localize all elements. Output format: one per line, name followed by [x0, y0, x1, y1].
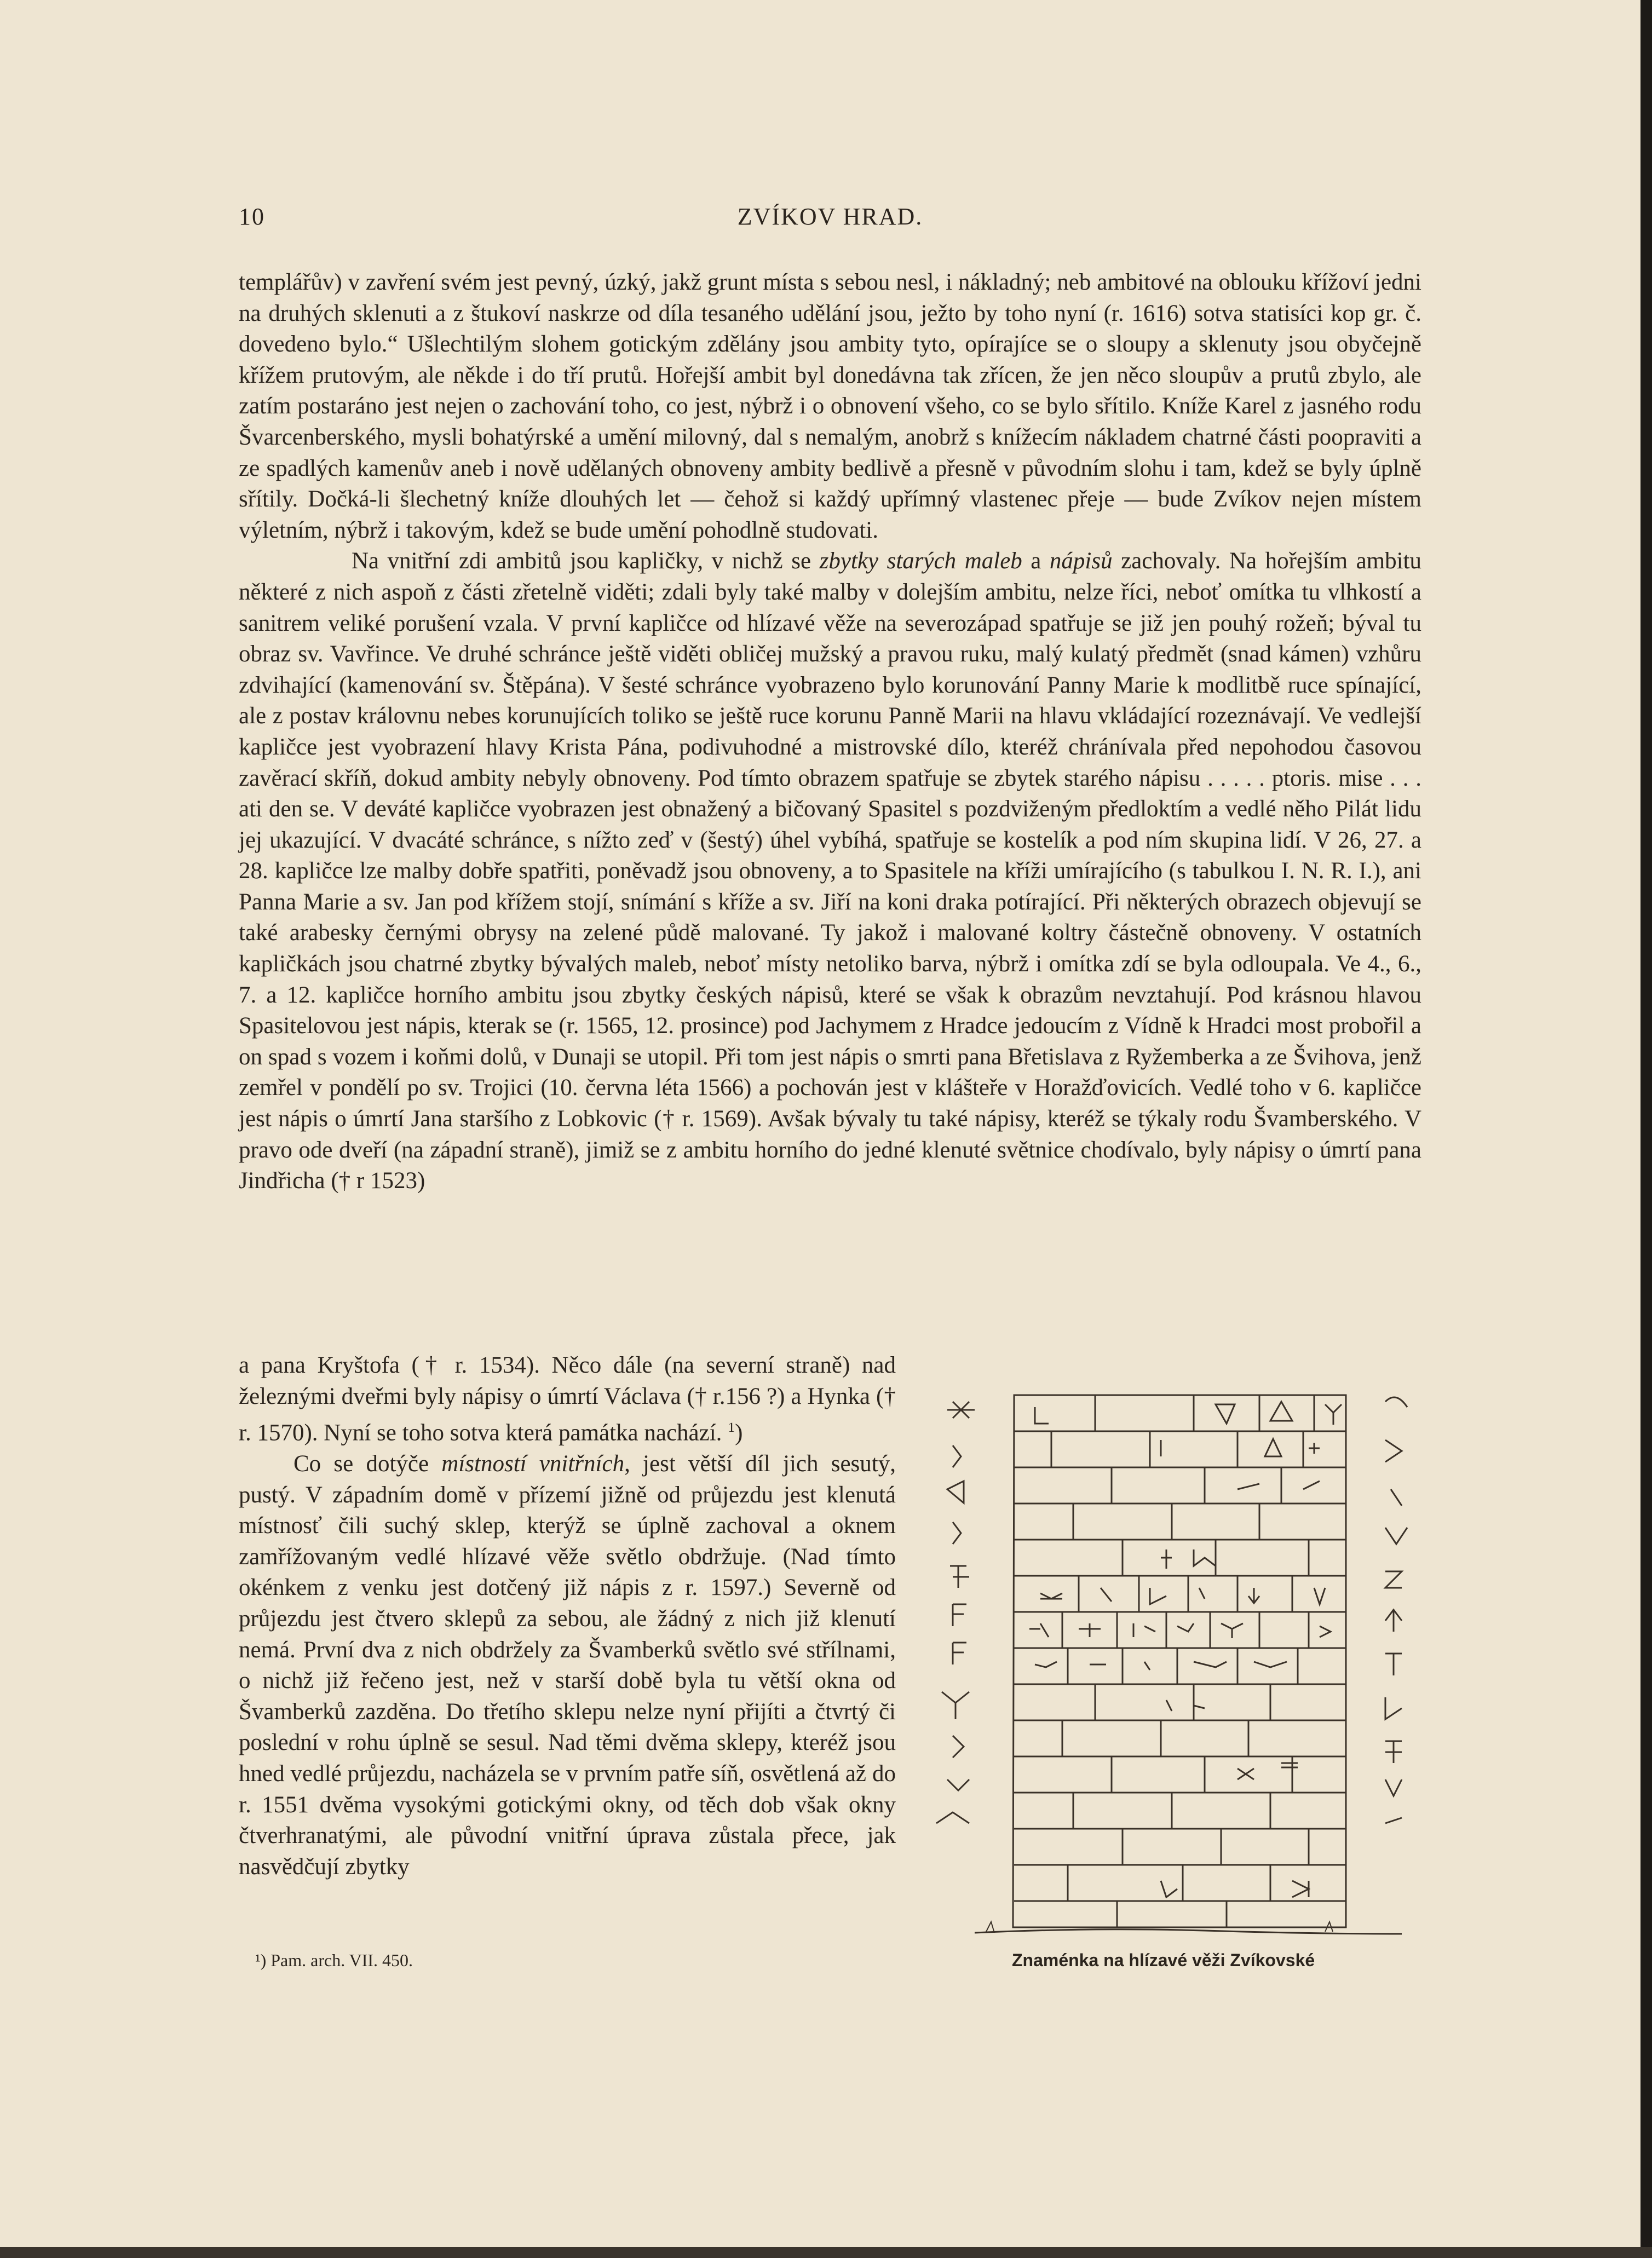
paragraph-4	[239, 1449, 896, 1882]
paragraph-2-rest: zachovaly. Na hořejším ambitu některé z nich aspoň z části zřetelně viděti; zdali byly také malby v dolejším ambitu, nelze říci, neboť omítka tu vlhkostí a sanitrem veliké porušení vzala. V první kapličce od hlízavé věže na severozápad spatřuje se již jen pouhý rožeň; býval tu obraz sv. Vavřince. Ve druhé schránce ještě viděti obličej mužský a pravou ruku, malý kulatý předmět (snad kámen) vzhůru zdvihající (kamenování sv. Štěpána). V šesté schránce vyobrazeno bylo korunování Panny Marie k modlitbě ruce spínající, ale z postav královnu nebes korunujících toliko se ještě ruce korunu Panně Marii na hlavu vkládající rozeznávají. Ve vedlejší kapličce jest vyobrazení hlavy Krista Pána, podivuhodné a mistrovské dílo, kteréž chránívala před nepohodou časovou zavěrací skříň, dokud ambity nebyly obnoveny. Pod tímto obrazem spatřuje se zbytek starého nápisu . . . . . ptoris. mise . . . ati den se. V deváté kapličce vyobrazen jest obnažený a bičovaný Spasitel s pozdviženým předloktím a vedlé něho Pilát lidu jej ukazující. V dvacáté schránce, s nížto zeď v (šestý) úhel vybíhá, spatřuje se kostelík a pod ním skupina lidí. V 26, 27. a 28. kapličce lze malby dobře spatřiti, poněvadž jsou obnoveny, a to Spasitele na kříži umírajícího (s tabulkou I. N. R. I.), ani Panna Marie a sv. Jan pod křížem stojí, snímání s kříže a sv. Jiří na koni draka potírající. Při některých obrazech objevují se také arabesky černými obrysy na zelené půdě malované. Ty jakož i malované koltry částečně obnoveny. V ostatních kapličkách jsou chatrné zbytky bývalých maleb, neboť místy netoliko barva, nýbrž i omítka zdí se byla odloupala. Ve 4., 6., 7. a 12. kapličce horního ambitu jsou zbytky českých nápisů, které se však k obrazům nevztahují. Pod krásnou hlavou Spasitelovou jest nápis, kterak se (r. 1565, 12. prosince) pod Jachymem z Hradce jedoucím z Vídně k Hradci most probořil a on spad s vozem i koňmi dolů, v Dunaji se utopil. Při tom jest nápis o smrti pana Břetislava z Ryžemberka a ze Švihova, jenž zemřel v pondělí po sv. Trojici (10. června léta 1566) a pochován jest v klášteře v Horažďovicích. Vedlé toho v 6. kapličce jest nápis o úmrtí Jana staršího z Lobkovic († r. 1569). Avšak bývaly tu také nápisy, kteréž se týkaly rodu Švamberského. V pravo ode dveří (na západní straně), jimiž se z ambitu horního do jedné klenuté světnice chodívalo, byly nápisy o úmrtí pana Jindřicha († r 1523)	[239, 548, 1421, 1194]
emphasis-napisu: nápisů	[1049, 548, 1113, 574]
tower-wall-drawing	[931, 1385, 1435, 1944]
figure-caption: Znaménka na hlízavé věži Zvíkovské	[1012, 1950, 1315, 1970]
footnote-text: Pam. arch. VII. 450.	[270, 1950, 413, 1970]
page-header	[239, 203, 1421, 235]
emphasis-zbytky-maleb: zbytky starých maleb	[819, 548, 1022, 574]
paragraph-4-rest: , jest větší díl jich sesutý, pustý. V západním domě v přízemí jižně od průjezdu jest klenutá místnosť čili suchý sklep, kterýž se úplně zachoval a oknem zamřížovaným vedlé hlízavé věže světlo obdržuje. (Nad tímto okénkem z venku jest dotčený již nápis z r. 1597.) Severně od průjezdu jest čtvero sklepů za sebou, ale žádný z nich již klenutí nemá. První dva z nich obdržely za Švamberků světlo své střílnami, o nichž již řečeno jest, než v starší době byla tu větší okna od Švamberků zazděna. Do třetího sklepu nelze nyní přijíti a čtvrtý či poslední v rohu úplně se sesul. Nad těmi dvěma sklepy, kteréž jsou hned vedlé průjezdu, nacházela se v prvním patře síň, osvětlená až do r. 1551 dvěma vysokými gotickými okny, od těch dob však okny čtverhranatými, ale původní vnitřní úprava zůstala přece, jak nasvědčují zbytky	[239, 1451, 896, 1880]
main-text	[239, 267, 1421, 1197]
page-number: 10	[239, 203, 265, 230]
paragraph-2-start: Na vnitřní zdi ambitů jsou kapličky, v nichž se	[352, 548, 820, 574]
emphasis-mistnosti: místností vnitřních	[441, 1451, 625, 1477]
paragraph-3: a pana Kryštofa († r. 1534). Něco dále (na severní straně) nad železnými dveřmi byly nápisy o úmrtí Václava († r.156 ?) a Hynka († r. 1570). Nyní se toho sotva která památka nachází. $^1$)	[239, 1352, 896, 1446]
footnote	[255, 1950, 413, 1971]
masons-marks-figure	[931, 1385, 1435, 1944]
paragraph-1: templářův) v zavření svém jest pevný, úzký, jakž grunt místa s sebou nesl, i nákladný; neb ambitové na oblouku křížoví jedni na druhých sklenuti a z štukoví naskrze od díla tesaného udělání jsou, ježto by toho nyní (r. 1616) sotva statisíci kop gr. č. dovedeno bylo.“ Ušlechtilým slohem gotickým zdělány jsou ambity tyto, opírajíce se o sloupy a sklenuty jsou obyčejně křížem prutovým, ale někde i do tří prutů. Hořejší ambit byl donedávna tak zřícen, že jen něco sloupův a prutů zbylo, ale zatím postaráno jest nejen o zachování toho, co jest, nýbrž i o obnovení všeho, co se bylo sřítilo. Kníže Karel z jasného rodu Švarcenberského, mysli bohatýrské a umění milovný, dal s nemalým, anobrž s knížecím nákladem chatrné části poopraviti a ze spadlých kamenův aneb i nově udělaných obnoveny ambity bedlivě a přesně v původním slohu i tam, kdež se byly úplně sřítily. Dočká-li šlechetný kníže dlouhých let — čehož si každý upřímný vlastenec přeje — bude Zvíkov nejen místem výletním, nýbrž i takovým, kdež se bude umění pohodlně studovati.	[239, 269, 1421, 543]
footnote-mark: ¹)	[255, 1950, 267, 1970]
paragraph-3-text: a pana Kryštofa († r. 1534). Něco dále (na severní straně) nad železnými dveřmi byly nápisy o úmrtí Václava († r.156 ?) a Hynka († r. 1570). Nyní se toho sotva která památka nachází.	[239, 1352, 896, 1446]
scan-edge-bottom	[0, 2247, 1652, 2258]
scan-edge-right	[1641, 0, 1652, 2258]
narrow-column-text	[239, 1350, 896, 1882]
paragraph-2	[239, 546, 1421, 1196]
footnote-ref: 1	[728, 1419, 735, 1436]
running-title: ZVÍKOV HRAD.	[737, 203, 923, 230]
paragraph-2-mid: a	[1022, 548, 1050, 574]
paragraph-4-start: Co se dotýče	[293, 1451, 442, 1477]
